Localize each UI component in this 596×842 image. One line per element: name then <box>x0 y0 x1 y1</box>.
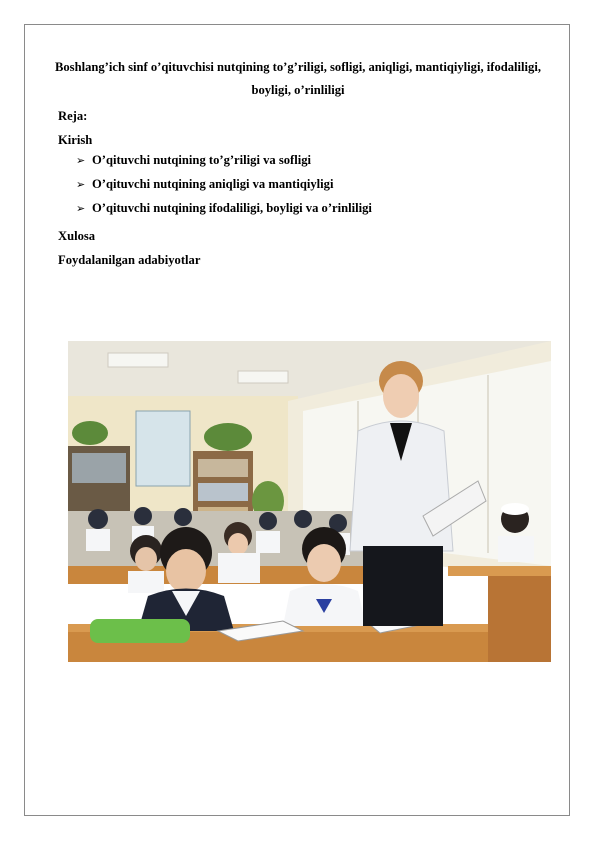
plan-item-text: O’qituvchi nutqining aniqligi va mantiqiyligi <box>92 177 334 191</box>
ceiling-light <box>238 371 288 383</box>
plan-list <box>76 152 372 224</box>
document-title: Boshlang’ich sinf o’qituvchisi nutqining to’g’riligi, sofligi, aniqligi, mantiqiyligi, ifodaliligi, boyligi, o’rinliligi <box>54 60 541 97</box>
plant <box>204 423 252 451</box>
intro-label: Kirish <box>58 133 93 147</box>
plan-item <box>76 200 372 224</box>
plant <box>72 421 108 445</box>
ceiling-light <box>108 353 168 367</box>
classroom-photo <box>68 341 551 662</box>
plan-item-text: O’qituvchi nutqining to’g’riligi va sofligi <box>92 153 312 167</box>
pencil-case <box>90 619 190 643</box>
teacher-skirt <box>363 546 443 626</box>
right-desk <box>488 573 551 662</box>
plan-item-text: O’qituvchi nutqining ifodaliligi, boyligi va o’rinliligi <box>92 201 372 215</box>
classroom-illustration <box>68 341 551 662</box>
shelf-row <box>198 483 248 501</box>
references-label: Foydalanilgan adabiyotlar <box>58 253 201 267</box>
shelf-row <box>198 459 248 477</box>
arrow-bullet-icon: ➢ <box>76 154 86 167</box>
teacher-face <box>383 374 419 418</box>
arrow-bullet-icon: ➢ <box>76 178 86 191</box>
cabinet-glass <box>72 453 126 483</box>
plan-item <box>76 152 372 176</box>
arrow-bullet-icon: ➢ <box>76 202 86 215</box>
plan-item <box>76 176 372 200</box>
conclusion-label: Xulosa <box>58 229 96 243</box>
notice-board <box>136 411 190 486</box>
plan-label: Reja: <box>58 109 88 123</box>
